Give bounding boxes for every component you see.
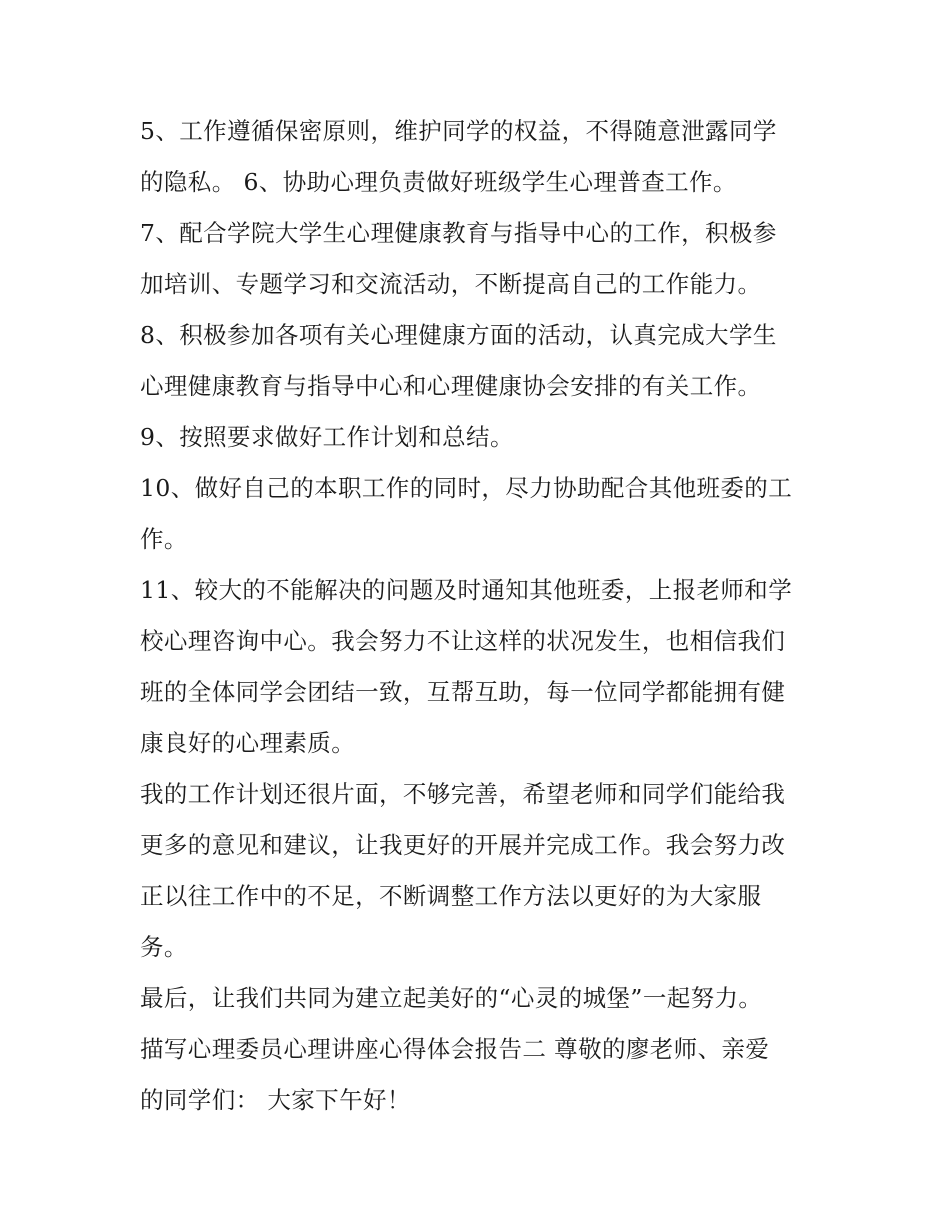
text-line: 康良好的心理素质。 bbox=[140, 729, 356, 757]
text-line: 的同学们： 大家下午好！ bbox=[140, 1086, 411, 1114]
paragraph-item-5-6 bbox=[140, 106, 820, 208]
paragraph-item-8 bbox=[140, 310, 820, 412]
text-line: 5、工作遵循保密原则，维护同学的权益，不得随意泄露同学 bbox=[140, 117, 777, 145]
text-line: 描写心理委员心理讲座心得体会报告二 尊敬的廖老师、亲爱 bbox=[140, 1035, 770, 1063]
paragraph-report-two-intro bbox=[140, 1024, 820, 1126]
paragraph-item-11 bbox=[140, 565, 820, 769]
paragraph-closing bbox=[140, 973, 820, 1024]
text-line: 7、配合学院大学生心理健康教育与指导中心的工作，积极参 bbox=[140, 219, 777, 247]
text-line: 作。 bbox=[140, 525, 188, 553]
paragraph-item-7 bbox=[140, 208, 820, 310]
text-line: 9、按照要求做好工作计划和总结。 bbox=[140, 423, 514, 451]
text-line: 心理健康教育与指导中心和心理健康协会安排的有关工作。 bbox=[140, 372, 762, 400]
text-line: 更多的意见和建议，让我更好的开展并完成工作。我会努力改 bbox=[140, 831, 786, 859]
text-line: 10、做好自己的本职工作的同时，尽力协助配合其他班委的工 bbox=[140, 474, 793, 502]
paragraph-item-9 bbox=[140, 412, 820, 463]
text-line: 8、积极参加各项有关心理健康方面的活动，认真完成大学生 bbox=[140, 321, 777, 349]
text-line: 班的全体同学会团结一致，互帮互助，每一位同学都能拥有健 bbox=[140, 678, 786, 706]
text-line: 务。 bbox=[140, 933, 188, 961]
text-line: 正以往工作中的不足，不断调整工作方法以更好的为大家服 bbox=[140, 882, 762, 910]
text-line: 11、较大的不能解决的问题及时通知其他班委，上报老师和学 bbox=[140, 576, 793, 604]
text-line: 校心理咨询中心。我会努力不让这样的状况发生，也相信我们 bbox=[140, 627, 786, 655]
document-body bbox=[140, 106, 820, 1126]
text-line: 加培训、专题学习和交流活动，不断提高自己的工作能力。 bbox=[140, 270, 762, 298]
paragraph-plan-note bbox=[140, 769, 820, 973]
text-line: 的隐私。 6、协助心理负责做好班级学生心理普查工作。 bbox=[140, 168, 737, 196]
text-line: 我的工作计划还很片面，不够完善，希望老师和同学们能给我 bbox=[140, 780, 786, 808]
text-line: 最后，让我们共同为建立起美好的“心灵的城堡”一起努力。 bbox=[140, 984, 763, 1012]
paragraph-item-10 bbox=[140, 463, 820, 565]
